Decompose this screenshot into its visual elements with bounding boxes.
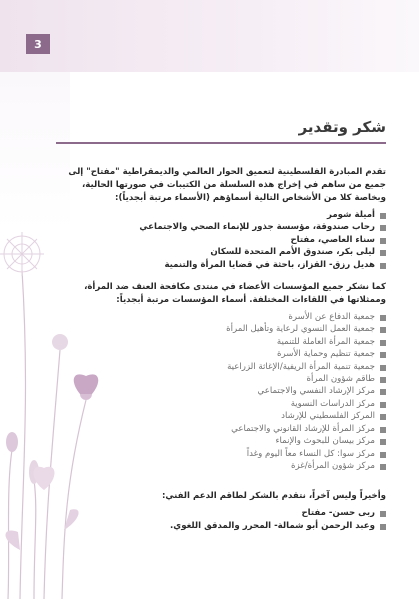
list-item: مركز الدراسات النسوية bbox=[56, 398, 386, 410]
list-item: ربى حسن- مفتاح bbox=[56, 507, 386, 519]
organizations-list bbox=[56, 311, 386, 472]
list-item: جمعية الدفاع عن الأسرة bbox=[56, 311, 386, 323]
page-number: 3 bbox=[26, 34, 50, 54]
list-item: مركز شؤون المرأة/غزة bbox=[56, 460, 386, 472]
list-item: جمعية المرأة العاملة للتنمية bbox=[56, 336, 386, 348]
page-title: شكر وتقدير bbox=[298, 118, 386, 136]
spacer bbox=[56, 482, 386, 490]
list-item: وعبد الرحمن أبو شمالة- المحرر والمدقق اللغوي. bbox=[56, 520, 386, 532]
organizations-intro: كما نشكر جميع المؤسسات الأعضاء في منتدى مكافحة العنف ضد المرأة، وممثلاتها في اللقاءات المختلفة. أسماء المؤسسات مرتبة أبجدياً: bbox=[84, 282, 386, 306]
title-divider bbox=[56, 142, 386, 144]
list-item: جمعية تنمية المرأة الريفية/الإغاثة الزراعية bbox=[56, 361, 386, 373]
list-item: مركز المرأة للإرشاد القانوني والاجتماعي bbox=[56, 423, 386, 435]
header-band bbox=[0, 0, 419, 72]
list-item: سناء العاصي، مفتاح bbox=[56, 234, 386, 246]
list-item: هديل رزق- القزاز، باحثة في قضايا المرأة والتنمية bbox=[56, 259, 386, 271]
list-item: مركز بيسان للبحوث والإنماء bbox=[56, 435, 386, 447]
acknowledgements-section bbox=[56, 118, 386, 542]
tech-team-list bbox=[56, 507, 386, 532]
people-list bbox=[56, 209, 386, 271]
list-item: المركز الفلسطيني للإرشاد bbox=[56, 410, 386, 422]
tech-team-intro: وأخيراً وليس آخراً، نتقدم بالشكر لطاقم الدعم الفني: bbox=[161, 491, 386, 502]
list-item: طاقم شؤون المرأة bbox=[56, 373, 386, 385]
list-item: جمعية تنظيم وحماية الأسرة bbox=[56, 348, 386, 360]
list-item: مركز سوا: كل النساء معاً اليوم وغداً bbox=[56, 448, 386, 460]
list-item: أميلة شومر bbox=[56, 209, 386, 221]
list-item: ليلى بكر، صندوق الأمم المتحدة للسكان bbox=[56, 246, 386, 258]
list-item: جمعية العمل النسوي لرعاية وتأهيل المرأة bbox=[56, 323, 386, 335]
list-item: مركز الإرشاد النفسي والاجتماعي bbox=[56, 385, 386, 397]
list-item: رحاب صندوقة، مؤسسة جذور للإنماء الصحي والاجتماعي bbox=[56, 221, 386, 233]
intro-paragraph: تقدم المبادرة الفلسطينية لتعميق الحوار العالمي والديمقراطية "مفتاح" إلى جميع من ساهم في إخراج هذه السلسلة من الكتيبات في صورتها الحالية، وبخاصة كلا من الأشخاص التالية أسماؤهم (الأسماء مرتبة أبجدياً): bbox=[68, 167, 386, 203]
